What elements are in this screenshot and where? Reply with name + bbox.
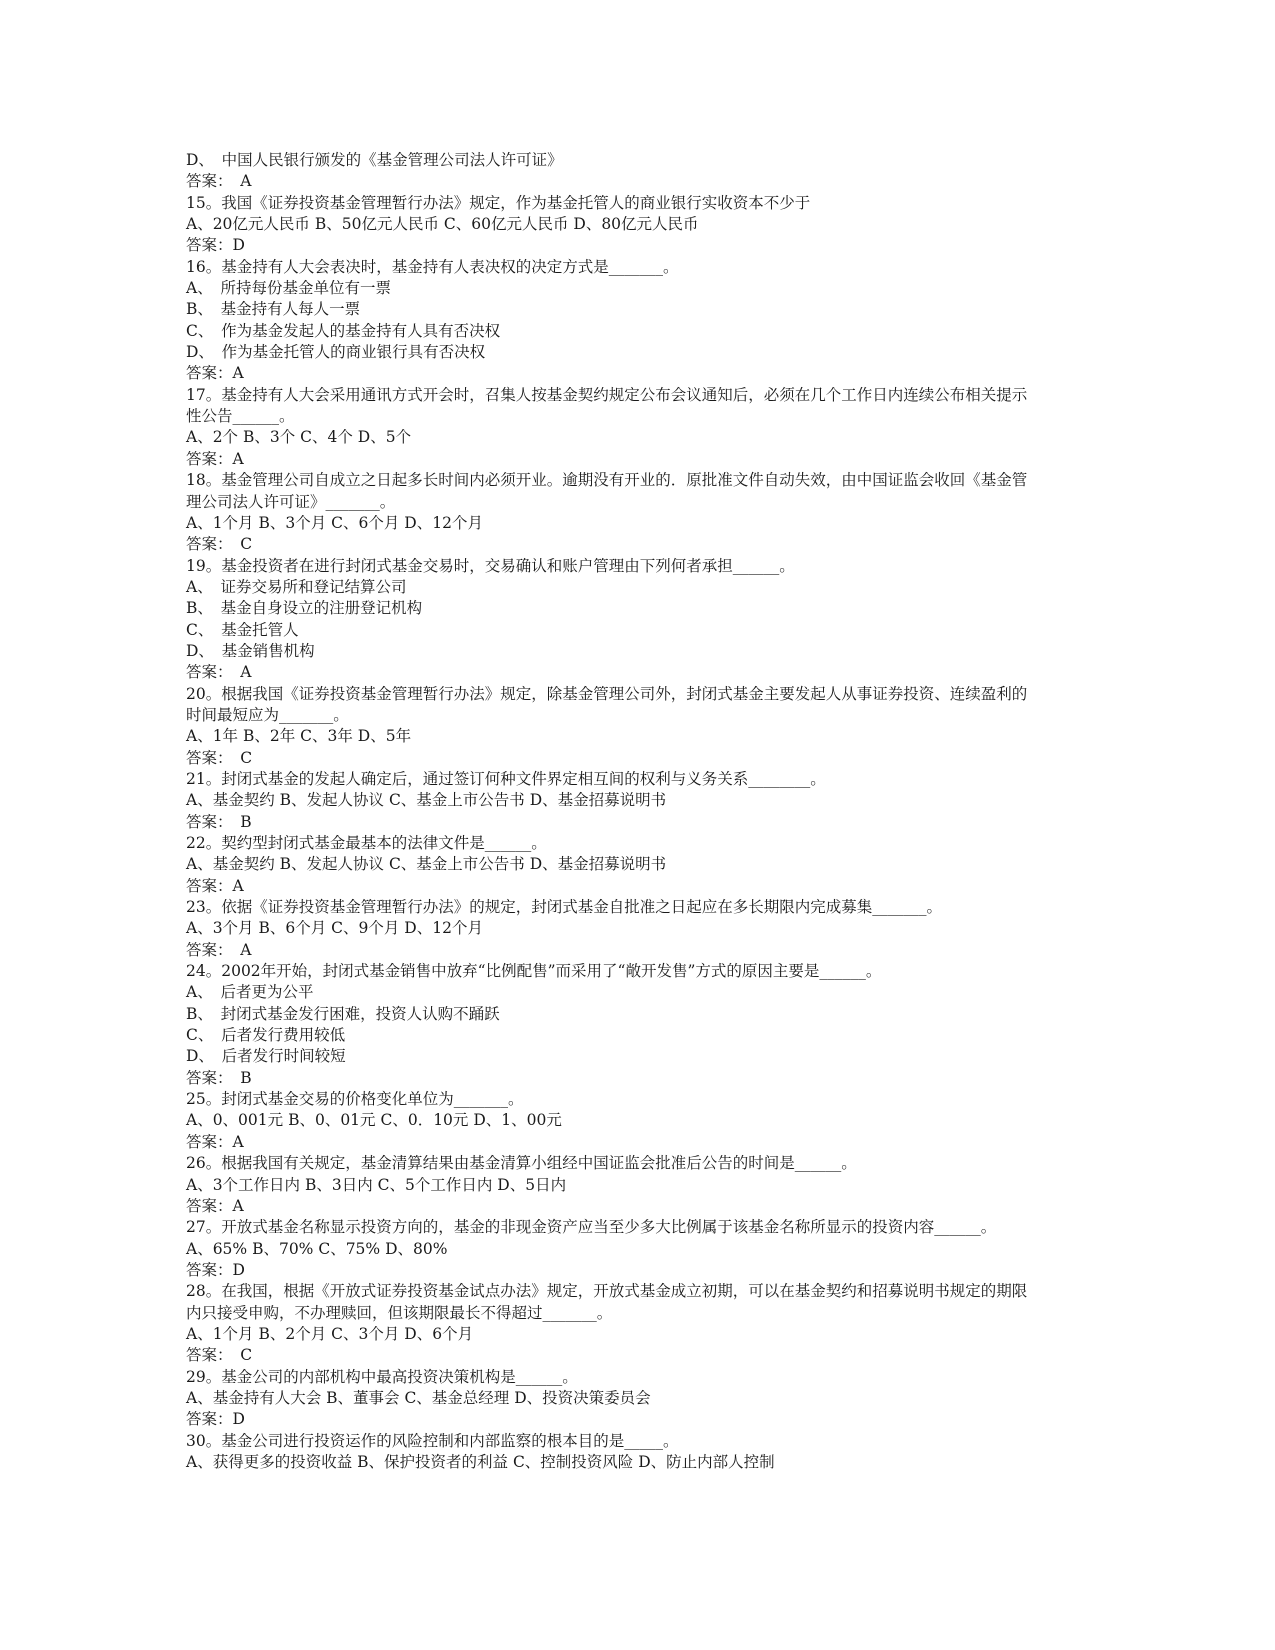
text-line: B、 基金自身设立的注册登记机构 — [186, 599, 423, 618]
text-line: A、3个月 B、6个月 C、9个月 D、12个月 — [186, 919, 483, 938]
text-line: 28。在我国，根据《开放式证券投资基金试点办法》规定，开放式基金成立初期，可以在基金契约和招募说明书规定的期限 — [186, 1282, 1028, 1301]
text-line: 21。封闭式基金的发起人确定后，通过签订何种文件界定相互间的权利与义务关系________。 — [186, 769, 826, 788]
text-line: A、 后者更为公平 — [186, 983, 314, 1002]
text-line: 30。基金公司进行投资运作的风险控制和内部监察的根本目的是_____。 — [186, 1431, 679, 1450]
text-line: 答案：D — [186, 1260, 245, 1279]
text-line: 20。根据我国《证券投资基金管理暂行办法》规定，除基金管理公司外，封闭式基金主要发起人从事证券投资、连续盈利的 — [186, 684, 1028, 703]
text-line: 19。基金投资者在进行封闭式基金交易时，交易确认和账户管理由下列何者承担______。 — [186, 556, 795, 575]
text-line: 时间最短应为_______。 — [186, 705, 349, 724]
text-line: 25。封闭式基金交易的价格变化单位为_______。 — [186, 1090, 524, 1109]
text-line: A、基金契约 B、发起人协议 C、基金上市公告书 D、基金招募说明书 — [186, 791, 667, 810]
text-line: A、1年 B、2年 C、3年 D、5年 — [186, 727, 412, 746]
text-line: 答案：A — [186, 1132, 244, 1151]
text-line: 24。2002年开始，封闭式基金销售中放弃“比例配售”而采用了“敞开发售”方式的原因主要是______。 — [186, 962, 882, 981]
text-line: C、 后者发行费用较低 — [186, 1026, 346, 1045]
text-line: D、 中国人民银行颁发的《基金管理公司法人许可证》 — [186, 151, 563, 169]
text-line: 理公司法人许可证》_______。 — [186, 492, 396, 511]
text-line: 17。基金持有人大会采用通讯方式开会时，召集人按基金契约规定公布会议通知后，必须在几个工作日内连续公布相关提示 — [186, 385, 1028, 404]
text-line: A、1个月 B、3个月 C、6个月 D、12个月 — [186, 513, 483, 532]
text-line: A、1个月 B、2个月 C、3个月 D、6个月 — [186, 1324, 474, 1343]
text-line: 29。基金公司的内部机构中最高投资决策机构是______。 — [186, 1367, 578, 1386]
text-line: A、20亿元人民币 B、50亿元人民币 C、60亿元人民币 D、80亿元人民币 — [186, 215, 699, 234]
text-line: 23。依据《证券投资基金管理暂行办法》的规定，封闭式基金自批准之日起应在多长期限内完成募集_______。 — [186, 898, 942, 917]
text-line: 答案：D — [186, 236, 245, 255]
text-line: D、 作为基金托管人的商业银行具有否决权 — [186, 343, 486, 362]
text-line: A、65% B、70% C、75% D、80% — [186, 1239, 448, 1258]
text-line: 答案：A — [186, 1196, 244, 1215]
text-line: A、0、001元 B、0、01元 C、0．10元 D、1、00元 — [186, 1111, 562, 1130]
text-line: A、2个 B、3个 C、4个 D、5个 — [186, 428, 412, 447]
text-line: 27。开放式基金名称显示投资方向的，基金的非现金资产应当至少多大比例属于该基金名称所显示的投资内容______。 — [186, 1218, 997, 1237]
text-line: 答案： C — [186, 535, 253, 554]
text-line: 性公告______。 — [186, 407, 295, 426]
text-line: A、基金契约 B、发起人协议 C、基金上市公告书 D、基金招募说明书 — [186, 855, 667, 874]
text-line: 22。契约型封闭式基金最基本的法律文件是______。 — [186, 834, 547, 852]
text-line: B、 封闭式基金发行困难，投资人认购不踊跃 — [186, 1004, 500, 1023]
text-line: 答案： A — [186, 663, 252, 682]
text-line: 26。根据我国有关规定，基金清算结果由基金清算小组经中国证监会批准后公告的时间是______。 — [186, 1154, 857, 1173]
text-line: A、 所持每份基金单位有一票 — [186, 279, 391, 298]
text-line: A、3个工作日内 B、3日内 C、5个工作日内 D、5日内 — [186, 1175, 567, 1194]
text-line: D、 后者发行时间较短 — [186, 1047, 346, 1066]
text-line: 答案：A — [186, 364, 244, 383]
text-line: 答案： B — [186, 812, 252, 831]
text-line: 18。基金管理公司自成立之日起多长时间内必须开业。逾期没有开业的．原批准文件自动失效，由中国证监会收回《基金管 — [186, 471, 1028, 490]
text-line: 答案： A — [186, 940, 252, 959]
text-line: A、获得更多的投资收益 B、保护投资者的利益 C、控制投资风险 D、防止内部人控制 — [186, 1452, 775, 1471]
text-line: A、基金持有人大会 B、董事会 C、基金总经理 D、投资决策委员会 — [186, 1388, 651, 1407]
text-line: 答案： B — [186, 1068, 252, 1087]
text-line: 答案： C — [186, 1346, 253, 1365]
text-line: 答案： C — [186, 748, 253, 767]
text-line: 16。基金持有人大会表决时，基金持有人表决权的决定方式是_______。 — [186, 257, 679, 276]
text-line: D、 基金销售机构 — [186, 641, 315, 660]
text-line: C、 基金托管人 — [186, 620, 299, 639]
text-line: 答案：A — [186, 449, 244, 468]
text-line: 内只接受申购，不办理赎回，但该期限最长不得超过_______。 — [186, 1303, 613, 1322]
text-line: B、 基金持有人每人一票 — [186, 300, 361, 319]
text-line: 15。我国《证券投资基金管理暂行办法》规定，作为基金托管人的商业银行实收资本不少于 — [186, 193, 811, 212]
text-line: C、 作为基金发起人的基金持有人具有否决权 — [186, 321, 501, 340]
text-line: 答案：A — [186, 876, 244, 895]
text-line: 答案：D — [186, 1410, 245, 1429]
document-page — [186, 150, 1086, 1473]
text-line: 答案： A — [186, 172, 252, 191]
text-line: A、 证券交易所和登记结算公司 — [186, 577, 407, 596]
